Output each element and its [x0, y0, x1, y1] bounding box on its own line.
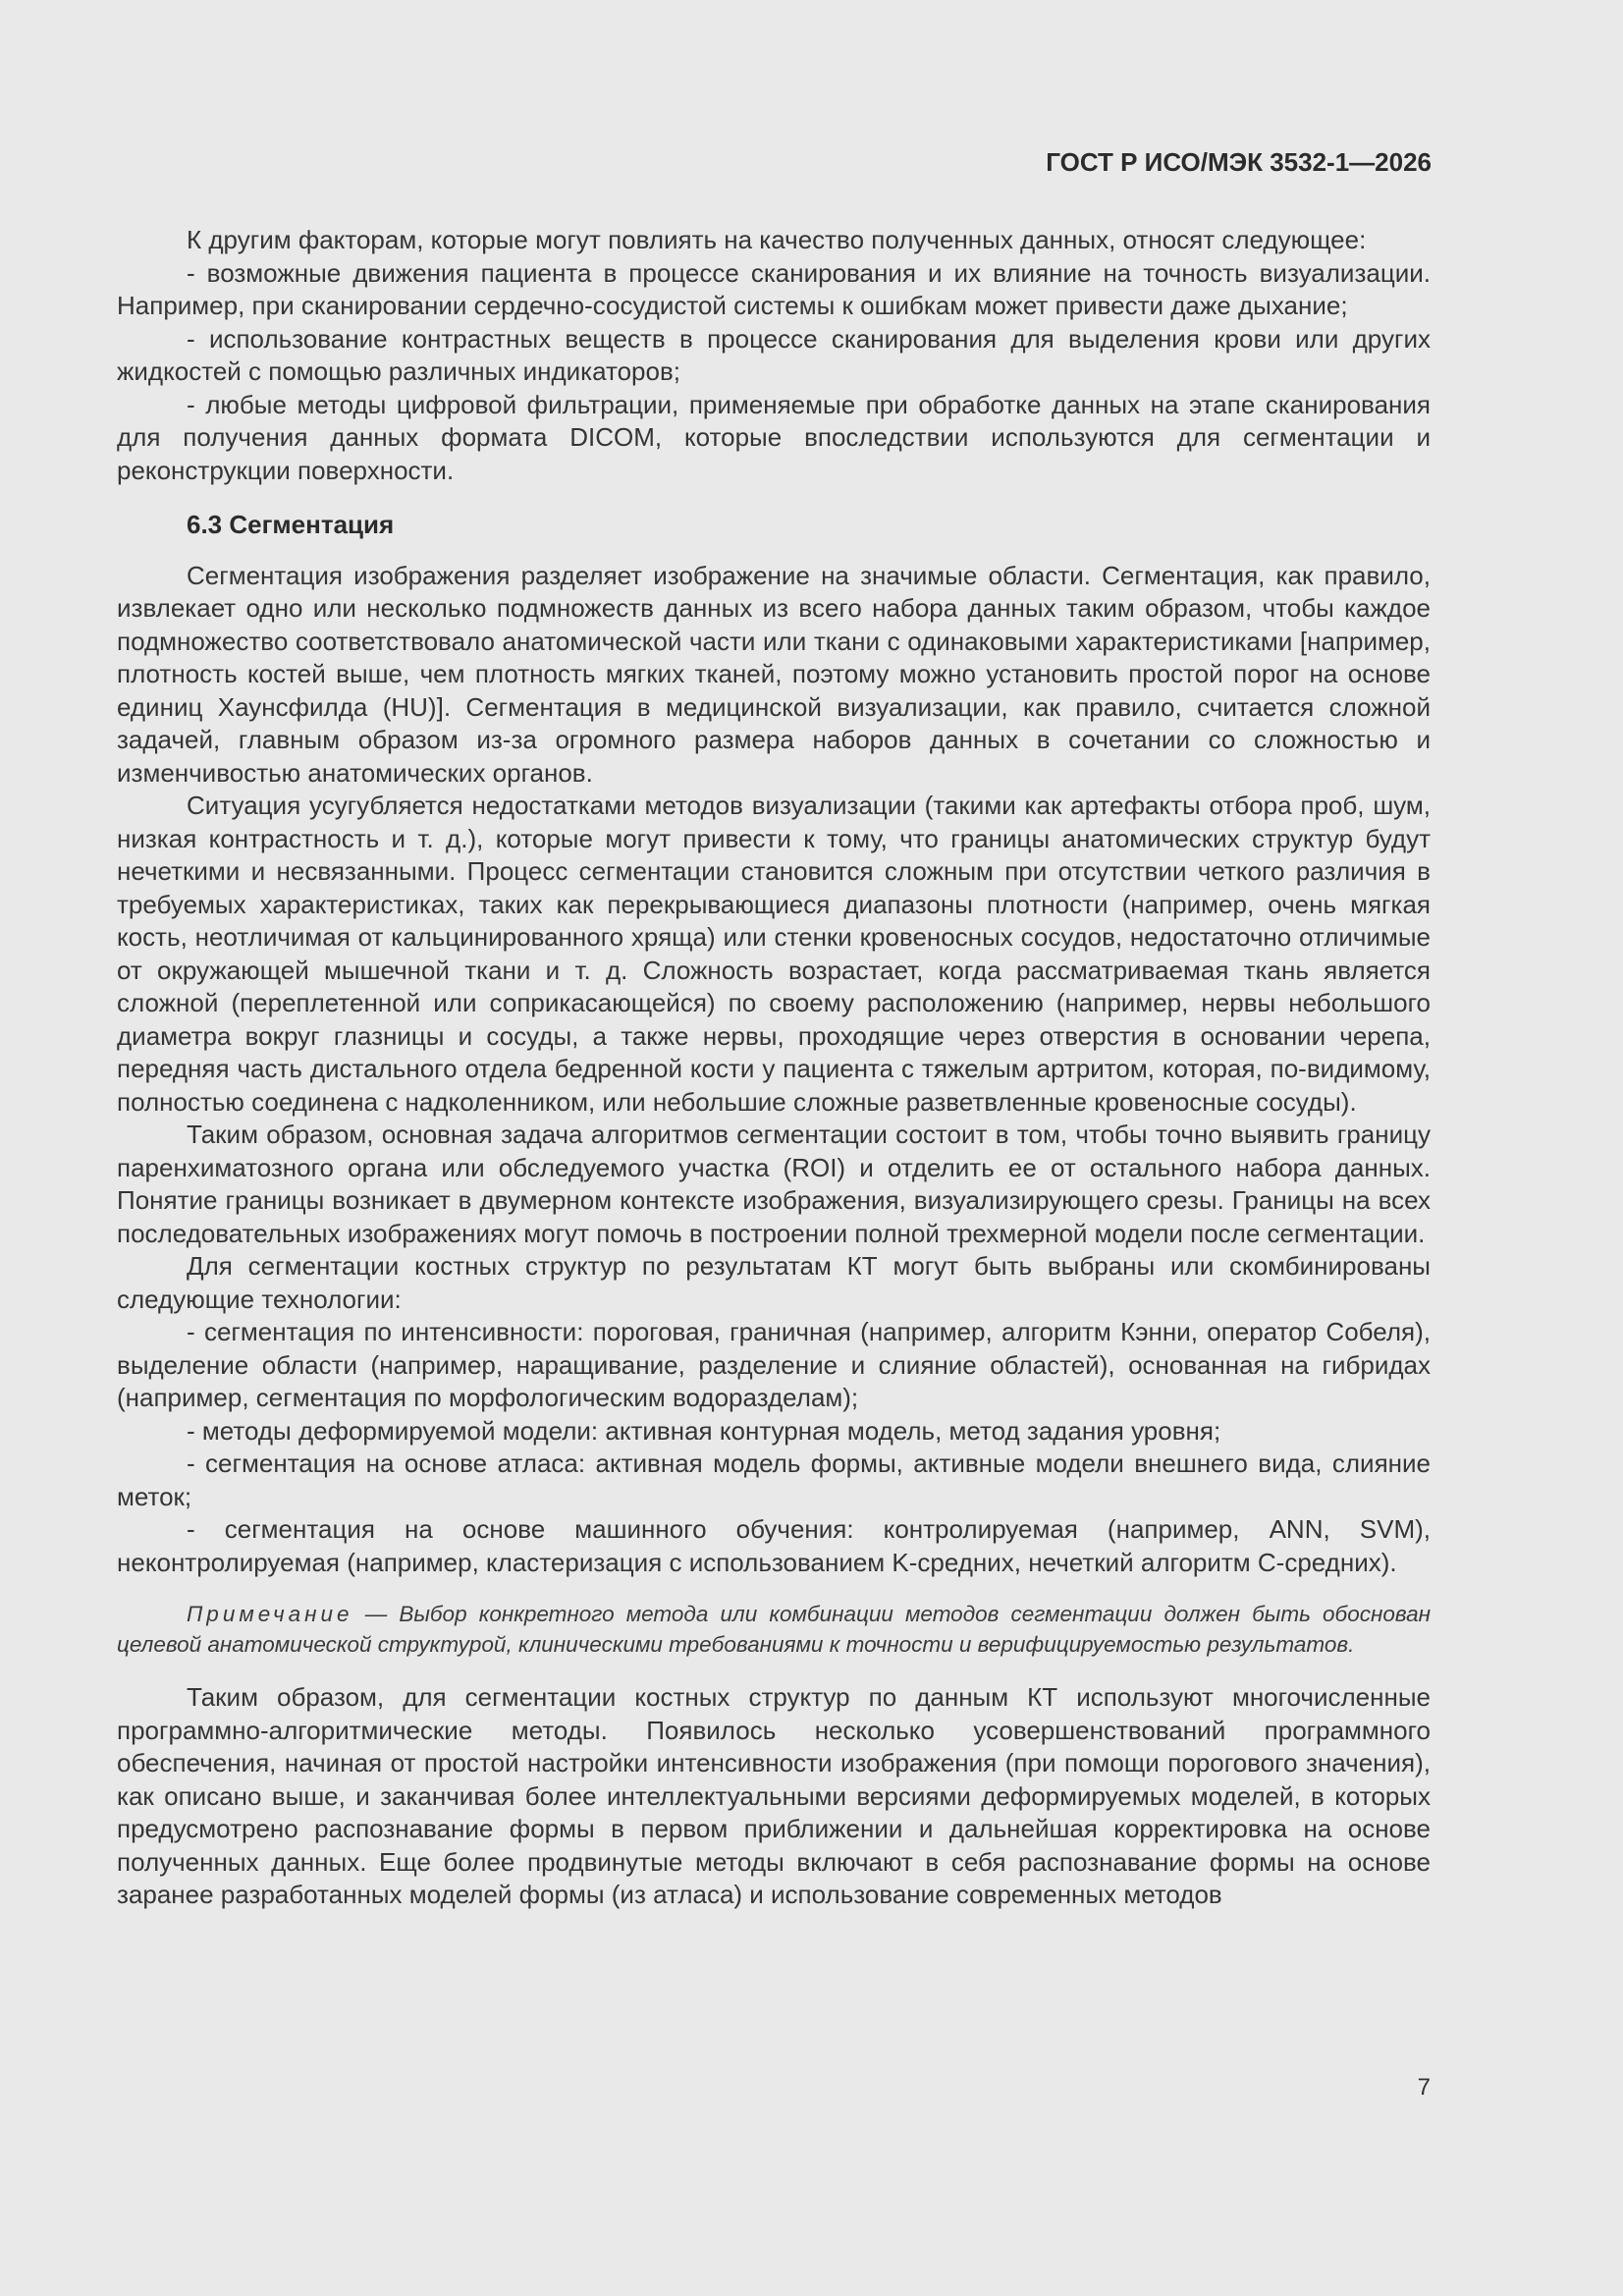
page-number: 7: [1417, 2074, 1431, 2101]
note: [117, 1599, 1431, 1660]
document-header: ГОСТ Р ИСО/МЭК 3532-1—2026: [1046, 147, 1432, 177]
intro-paragraph: К другим факторам, которые могут повлиять на качество полученных данных, относят следующее:: [187, 225, 1367, 254]
final-paragraph: Таким образом, для сегментации костных структур по данным КТ используют многочисленные программно-алгоритмические методы. Появилось несколько усовершенствований программного обеспечения, начиная от простой настройки интенсивности изображения (при помощи порогового значения), как описано выше, и заканчивая более интеллектуальными версиями деформируемых моделей, в которых предусмотрено распознавание формы в первом приближении и дальнейшая корректировка на основе полученных данных. Еще более продвинутые методы включают в себя распознавание формы на основе заранее разработанных моделей формы (из атласа) и использование современных методов: [117, 1682, 1431, 1909]
document-body: [117, 224, 1431, 1912]
list-item: - сегментация на основе машинного обучения: контролируемая (например, ANN, SVM), неконтролируемая (например, кластеризация с использованием K-средних, нечеткий алгоритм C-средних).: [117, 1514, 1431, 1577]
paragraph: Для сегментации костных структур по результатам КТ могут быть выбраны или скомбинированы следующие технологии:: [117, 1251, 1431, 1314]
section-title: 6.3 Сегментация: [187, 510, 395, 539]
paragraph: Ситуация усугубляется недостатками методов визуализации (такими как артефакты отбора проб, шум, низкая контрастность и т. д.), которые могут привести к тому, что границы анатомических структур будут нечеткими и несвязанными. Процесс сегментации становится сложным при отсутствии четкого различия в требуемых характеристиках, таких как перекрывающиеся диапазоны плотности (например, очень мягкая кость, неотличимая от кальцинированного хряща) или стенки кровеносных сосудов, недостаточно отличимые от окружающей мышечной ткани и т. д. Сложность возрастает, когда рассматриваемая ткань является сложной (переплетенной или соприкасающейся) по своему расположению (например, нервы небольшого диаметра вокруг глазницы и сосуды, а также нервы, проходящие через отверстия в основании черепа, передняя часть дистального отдела бедренной кости у пациента с тяжелым артритом, которая, по-видимому, полностью соединена с надколенником, или небольшие сложные разветвленные кровеносные сосуды).: [117, 791, 1431, 1117]
note-label: Примечание: [187, 1602, 353, 1626]
paragraph: Таким образом, основная задача алгоритмов сегментации состоит в том, чтобы точно выявить границу паренхиматозного органа или обследуемого участка (ROI) и отделить ее от остального набора данных. Понятие границы возникает в двумерном контексте изображения, визуализирующего срезы. Границы на всех последовательных изображениях могут помочь в построении полной трехмерной модели после сегментации.: [117, 1120, 1431, 1248]
note-text: — Выбор конкретного метода или комбинации методов сегментации должен быть обоснован целевой анатомической структурой, клиническими требованиями к точности и верифицируемостью результатов.: [117, 1602, 1431, 1657]
list-item: - использование контрастных веществ в процессе сканирования для выделения крови или других жидкостей с помощью различных индикаторов;: [117, 323, 1431, 386]
paragraph: Сегментация изображения разделяет изображение на значимые области. Сегментация, как правило, извлекает одно или несколько подмножеств данных из всего набора данных таким образом, чтобы каждое подмножество соответствовало анатомической части или ткани с одинаковыми характеристиками [например, плотность костей выше, чем плотность мягких тканей, поэтому можно установить простой порог на основе единиц Хаунсфилда (HU)]. Сегментация в медицинской визуализации, как правило, считается сложной задачей, главным образом из-за огромного размера наборов данных в сочетании со сложностью и изменчивостью анатомических органов.: [117, 560, 1431, 788]
list-item: - любые методы цифровой фильтрации, применяемые при обработке данных на этапе сканирования для получения данных формата DICOM, которые впоследствии используются для сегментации и реконструкции поверхности.: [117, 389, 1431, 485]
list-item: - сегментация по интенсивности: пороговая, граничная (например, алгоритм Кэнни, оператор Собеля), выделение области (например, наращивание, разделение и слияние областей), основанная на гибридах (например, сегментация по морфологическим водоразделам);: [117, 1317, 1431, 1412]
list-item: - возможные движения пациента в процессе сканирования и их влияние на точность визуализации. Например, при сканировании сердечно-сосудистой системы к ошибкам может привести даже дыхание;: [117, 257, 1431, 320]
list-item: - сегментация на основе атласа: активная модель формы, активные модели внешнего вида, слияние меток;: [117, 1449, 1431, 1511]
list-item: - методы деформируемой модели: активная контурная модель, метод задания уровня;: [187, 1415, 1221, 1446]
